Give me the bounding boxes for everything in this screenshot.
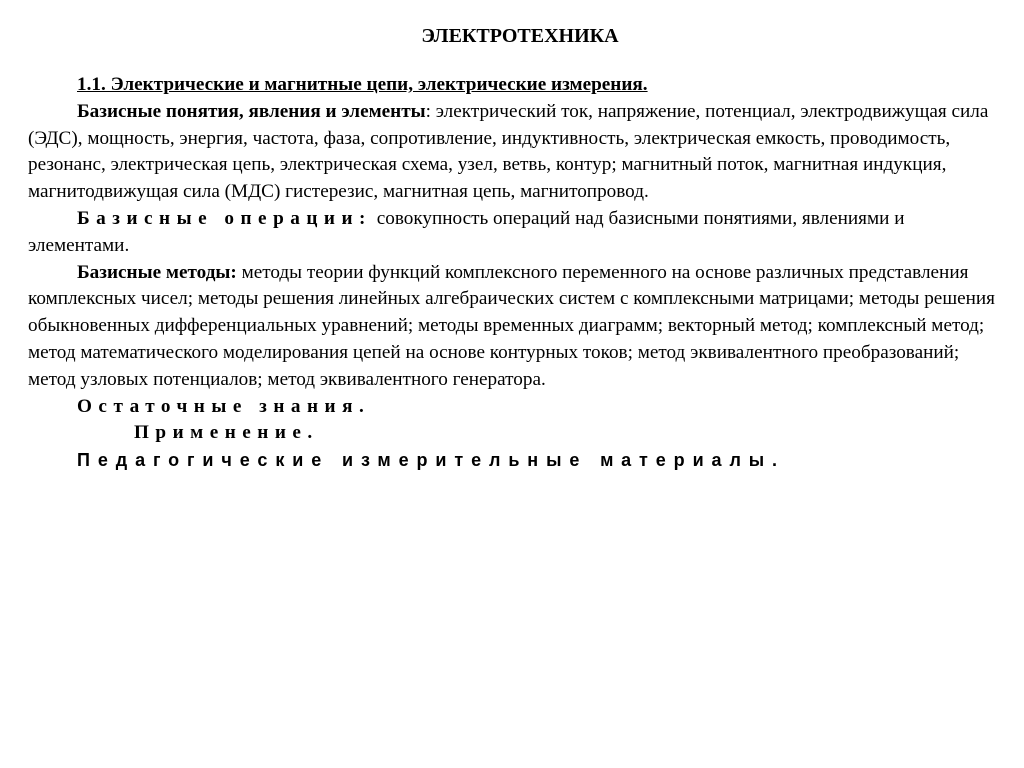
application-paragraph <box>28 420 996 447</box>
section-heading-paragraph <box>28 72 996 99</box>
application-heading: Применение. <box>134 422 319 444</box>
document-page <box>28 22 996 475</box>
residual-knowledge-paragraph <box>28 394 996 421</box>
basic-concepts-label: Базисные понятия, явления и элементы <box>77 100 426 122</box>
basic-methods-label: Базисные методы: <box>77 261 237 283</box>
document-title: ЭЛЕКТРОТЕХНИКА <box>421 25 619 47</box>
basic-concepts-text: электрический ток, напряжение, потенциал, электродвижущая сила (ЭДС), мощность, энергия, частота, фаза, сопротивление, индуктивность, электрическая емкость, проводимость, резонанс, электрическая цепь, электрическая схема, узел, ветвь, контур; магнитный поток, магнитная индукция, магнитодвижущая сила (МДС) гистерезис, магнитная цепь, магнитопровод. <box>28 100 989 203</box>
basic-methods-text: методы теории функций комплексного переменного на основе различных представления комплексных чисел; методы решения линейных алгебраических систем с комплексными матрицами; методы решения обыкновенных дифференциальных уравнений; методы временных диаграмм; векторный метод; комплексный метод; метод математического моделирования цепей на основе контурных токов; метод эквивалентного преобразований; метод узловых потенциалов; метод эквивалентного генератора. <box>28 261 995 390</box>
basic-operations-paragraph <box>28 206 996 260</box>
basic-operations-label: Базисные операции: <box>77 207 372 229</box>
basic-methods-paragraph <box>28 260 996 394</box>
pedagogical-materials-paragraph <box>28 447 996 475</box>
section-heading: 1.1. Электрические и магнитные цепи, электрические измерения. <box>77 74 648 95</box>
basic-concepts-separator: : <box>425 100 436 122</box>
pedagogical-materials-heading: Педагогические измерительные материалы. <box>77 450 785 471</box>
basic-operations-text: совокупность операций над базисными понятиями, явлениями и элементами. <box>28 207 905 256</box>
basic-concepts-paragraph <box>28 99 996 206</box>
residual-knowledge-heading: Остаточные знания. <box>77 395 371 417</box>
